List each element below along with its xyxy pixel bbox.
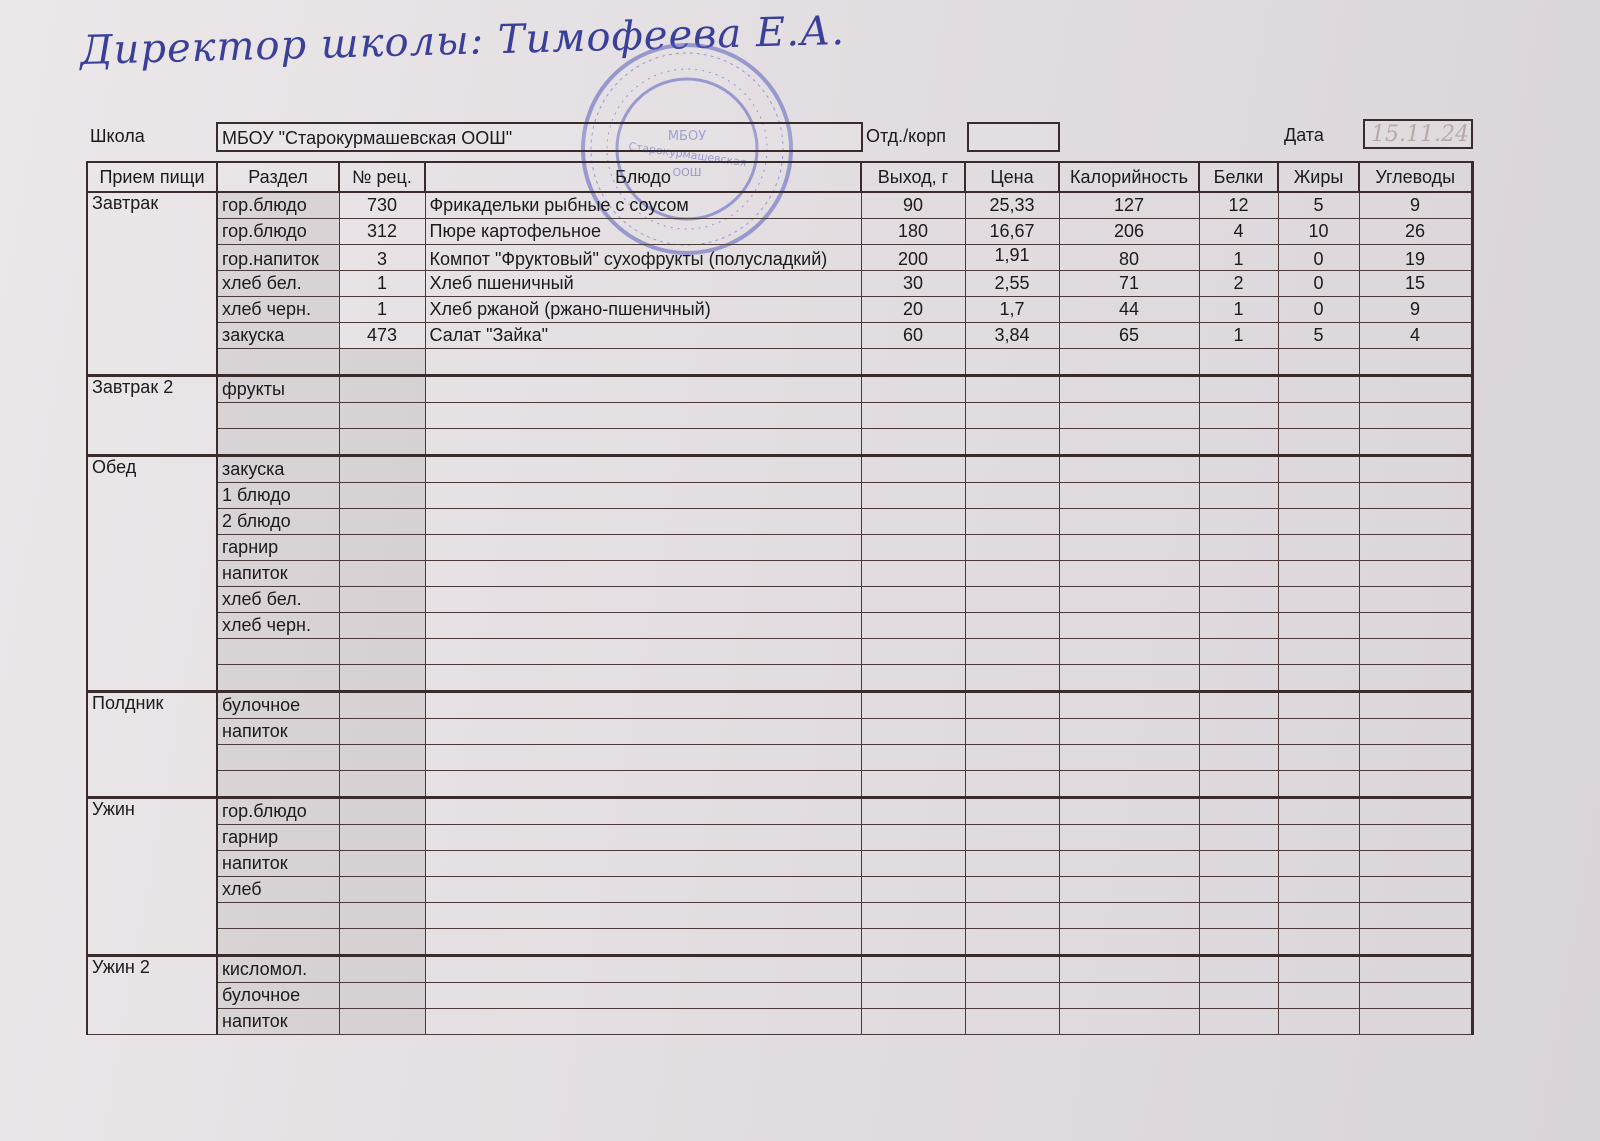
- table-row: [87, 719, 1472, 745]
- section-cell: хлеб черн.: [217, 613, 339, 639]
- weight-cell: 200: [861, 245, 965, 271]
- price-cell: 16,67: [965, 219, 1059, 245]
- section-cell: хлеб бел.: [217, 587, 339, 613]
- kcal-cell: 127: [1059, 192, 1199, 219]
- col-meal: Прием пищи: [87, 162, 217, 192]
- table-row: [87, 192, 1472, 219]
- protein-cell: 1: [1199, 297, 1278, 323]
- section-cell: 1 блюдо: [217, 483, 339, 509]
- col-dish: Блюдо: [425, 162, 861, 192]
- col-carbs: Углеводы: [1359, 162, 1472, 192]
- col-fat: Жиры: [1278, 162, 1359, 192]
- protein-cell: 12: [1199, 192, 1278, 219]
- section-cell: хлеб черн.: [217, 297, 339, 323]
- table-row: [87, 323, 1472, 349]
- table-row: [87, 271, 1472, 297]
- director-signature: Директор школы: Тимофеева Е.А.: [79, 7, 846, 75]
- table-row: [87, 483, 1472, 509]
- col-weight: Выход, г: [861, 162, 965, 192]
- price-cell: 2,55: [965, 271, 1059, 297]
- section-cell: закуска: [217, 323, 339, 349]
- meal-snack: Полдник: [87, 692, 217, 798]
- table-row: [87, 956, 1472, 983]
- table-row: [87, 639, 1472, 665]
- kcal-cell: 65: [1059, 323, 1199, 349]
- recipe-cell: [339, 349, 425, 376]
- table-row: [87, 851, 1472, 877]
- section-cell: фрукты: [217, 376, 339, 403]
- table-row: [87, 587, 1472, 613]
- svg-text:МБОУ: МБОУ: [667, 129, 707, 144]
- table-row: [87, 535, 1472, 561]
- dept-label: Отд./корп: [866, 126, 946, 146]
- weight-cell: 20: [861, 297, 965, 323]
- weight-cell: 30: [861, 271, 965, 297]
- section-cell: хлеб: [217, 877, 339, 903]
- section-cell: гор.напиток: [217, 245, 339, 271]
- table-row: [87, 376, 1472, 403]
- carbs-cell: 19: [1359, 245, 1472, 271]
- weight-cell: 60: [861, 323, 965, 349]
- recipe-cell: 473: [339, 323, 425, 349]
- svg-text:ООШ: ООШ: [672, 166, 702, 179]
- kcal-cell: 80: [1059, 245, 1199, 271]
- protein-cell: 1: [1199, 245, 1278, 271]
- svg-text:Старокурмашевская: Старокурмашевская: [627, 139, 748, 170]
- section-cell: булочное: [217, 983, 339, 1009]
- recipe-cell: 730: [339, 192, 425, 219]
- dish-cell: Хлеб ржаной (ржано-пшеничный): [425, 297, 861, 323]
- table-row: [87, 349, 1472, 376]
- price-cell: 1,7: [965, 297, 1059, 323]
- dish-cell: Компот "Фруктовый" сухофрукты (полусладкий): [425, 245, 861, 271]
- weight-cell: 180: [861, 219, 965, 245]
- meal-dinner: Ужин: [87, 798, 217, 956]
- recipe-cell: 1: [339, 271, 425, 297]
- section-cell: гор.блюдо: [217, 798, 339, 825]
- table-row: [87, 613, 1472, 639]
- table-header-row: [87, 162, 1472, 192]
- section-cell: напиток: [217, 1009, 339, 1035]
- section-cell: [217, 349, 339, 376]
- table-row: [87, 429, 1472, 456]
- table-row: [87, 403, 1472, 429]
- date-field[interactable]: 15.11.24: [1363, 119, 1473, 149]
- section-cell: напиток: [217, 851, 339, 877]
- table-row: [87, 456, 1472, 483]
- fat-cell: 5: [1278, 323, 1359, 349]
- kcal-cell: [1059, 349, 1199, 376]
- dish-cell: Пюре картофельное: [425, 219, 861, 245]
- weight-cell: [861, 349, 965, 376]
- menu-table: [86, 161, 1474, 1035]
- meal-breakfast-2: Завтрак 2: [87, 376, 217, 456]
- dish-cell: Хлеб пшеничный: [425, 271, 861, 297]
- protein-cell: [1199, 349, 1278, 376]
- table-row: [87, 561, 1472, 587]
- table-row: [87, 798, 1472, 825]
- table-row: [87, 509, 1472, 535]
- carbs-cell: 15: [1359, 271, 1472, 297]
- school-name-field[interactable]: МБОУ "Старокурмашевская ООШ": [216, 122, 863, 152]
- date-label: Дата: [1284, 125, 1324, 145]
- col-recipe: № рец.: [339, 162, 425, 192]
- table-row: [87, 771, 1472, 798]
- section-cell: напиток: [217, 561, 339, 587]
- fat-cell: 5: [1278, 192, 1359, 219]
- col-price: Цена: [965, 162, 1059, 192]
- col-kcal: Калорийность: [1059, 162, 1199, 192]
- carbs-cell: 26: [1359, 219, 1472, 245]
- recipe-cell: 3: [339, 245, 425, 271]
- table-row: [87, 877, 1472, 903]
- kcal-cell: 71: [1059, 271, 1199, 297]
- table-row: [87, 665, 1472, 692]
- section-cell: кисломол.: [217, 956, 339, 983]
- dish-cell: Фрикадельки рыбные с соусом: [425, 192, 861, 219]
- protein-cell: 1: [1199, 323, 1278, 349]
- section-cell: хлеб бел.: [217, 271, 339, 297]
- protein-cell: 2: [1199, 271, 1278, 297]
- kcal-cell: 44: [1059, 297, 1199, 323]
- section-cell: гарнир: [217, 535, 339, 561]
- table-row: [87, 825, 1472, 851]
- table-row: [87, 903, 1472, 929]
- meal-lunch: Обед: [87, 456, 217, 692]
- weight-cell: 90: [861, 192, 965, 219]
- fat-cell: 0: [1278, 297, 1359, 323]
- table-row: [87, 983, 1472, 1009]
- col-section: Раздел: [217, 162, 339, 192]
- dish-cell: Салат "Зайка": [425, 323, 861, 349]
- table-row: [87, 929, 1472, 956]
- fat-cell: 0: [1278, 271, 1359, 297]
- dept-field[interactable]: [967, 122, 1060, 152]
- recipe-cell: 312: [339, 219, 425, 245]
- section-cell: гарнир: [217, 825, 339, 851]
- col-protein: Белки: [1199, 162, 1278, 192]
- price-cell: 3,84: [965, 323, 1059, 349]
- table-row: [87, 297, 1472, 323]
- carbs-cell: 9: [1359, 297, 1472, 323]
- protein-cell: 4: [1199, 219, 1278, 245]
- school-label: Школа: [90, 126, 145, 146]
- carbs-cell: [1359, 349, 1472, 376]
- price-cell: [965, 349, 1059, 376]
- dish-cell: [425, 349, 861, 376]
- table-row: [87, 219, 1472, 245]
- meal-breakfast: Завтрак: [87, 192, 217, 376]
- fat-cell: [1278, 349, 1359, 376]
- section-cell: 2 блюдо: [217, 509, 339, 535]
- carbs-cell: 9: [1359, 192, 1472, 219]
- table-row: [87, 692, 1472, 719]
- section-cell: напиток: [217, 719, 339, 745]
- section-cell: гор.блюдо: [217, 192, 339, 219]
- table-row: [87, 245, 1472, 271]
- table-row: [87, 1009, 1472, 1035]
- price-cell: 25,33: [965, 192, 1059, 219]
- carbs-cell: 4: [1359, 323, 1472, 349]
- fat-cell: 10: [1278, 219, 1359, 245]
- table-row: [87, 745, 1472, 771]
- recipe-cell: 1: [339, 297, 425, 323]
- price-cell: 1,91: [965, 245, 1059, 271]
- fat-cell: 0: [1278, 245, 1359, 271]
- meal-dinner-2: Ужин 2: [87, 956, 217, 1035]
- section-cell: булочное: [217, 692, 339, 719]
- section-cell: закуска: [217, 456, 339, 483]
- kcal-cell: 206: [1059, 219, 1199, 245]
- section-cell: гор.блюдо: [217, 219, 339, 245]
